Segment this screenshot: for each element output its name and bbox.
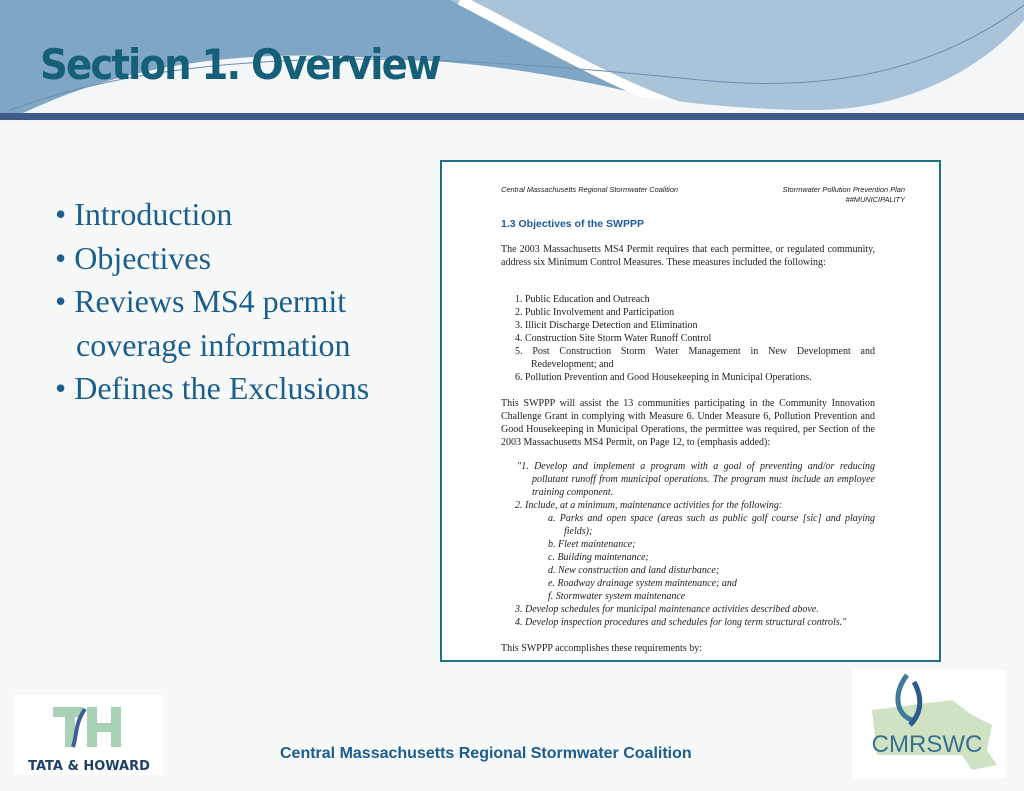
tata-howard-wordmark: TATA & HOWARD bbox=[28, 759, 150, 774]
doc-quote-item: 3. Develop schedules for municipal maintenance activities described above. bbox=[515, 604, 819, 615]
doc-paragraph: This SWPPP will assist the 13 communities participating in the Community Innovation Challenge Grant in complying with Measure 6. Under Measure 6, Pollution Prevention and Good Housekeeping in Municipal Operations, the permittee was required, per Section of the 2003 Massachusetts MS4 Permit, on Page 12, to (emphasis added): bbox=[501, 398, 875, 448]
bullet-item: • Introduction bbox=[55, 193, 405, 237]
doc-list-item: 6. Pollution Prevention and Good Housekeeping in Municipal Operations. bbox=[515, 372, 812, 383]
tata-howard-logo bbox=[15, 695, 163, 775]
doc-header-municipality: ##MUNICIPALITY bbox=[845, 194, 905, 204]
footer-text: Central Massachusetts Regional Stormwater Coalition bbox=[280, 745, 692, 762]
doc-quote-item: c. Building maintenance; bbox=[548, 552, 649, 563]
doc-list-item: 1. Public Education and Outreach bbox=[515, 294, 650, 305]
cmrswc-wordmark: CMRSWC bbox=[871, 731, 983, 758]
bullet-item: • Reviews MS4 permit coverage information bbox=[55, 280, 405, 367]
bullet-item: • Objectives bbox=[55, 237, 405, 281]
doc-quote-item: e. Roadway drainage system maintenance; and bbox=[548, 578, 737, 589]
doc-heading: 1.3 Objectives of the SWPPP bbox=[501, 218, 644, 230]
doc-quote-item: 2. Include, at a minimum, maintenance activities for the following: bbox=[515, 500, 783, 511]
doc-paragraph: The 2003 Massachusetts MS4 Permit requires that each permittee, or regulated community, address six Minimum Control Measures. These measures included the following: bbox=[501, 244, 875, 268]
doc-list-item: 2. Public Involvement and Participation bbox=[515, 307, 675, 318]
doc-paragraph: This SWPPP accomplishes these requirements by: bbox=[501, 643, 702, 654]
slide-title: Section 1. Overview bbox=[40, 40, 440, 89]
doc-quote-item: 4. Develop inspection procedures and schedules for long term structural controls." bbox=[515, 617, 847, 628]
cmrswc-mark-icon bbox=[852, 670, 1005, 778]
doc-list-item: 4. Construction Site Storm Water Runoff Control bbox=[515, 333, 712, 344]
doc-quote-item: a. Parks and open space (areas such as public golf course [sic] and playing fields); bbox=[548, 513, 875, 537]
doc-header-right bbox=[783, 185, 905, 204]
bullet-item: • Defines the Exclusions bbox=[55, 367, 405, 411]
doc-quote-item: b. Fleet maintenance; bbox=[548, 539, 636, 550]
doc-quote-item: f. Stormwater system maintenance bbox=[548, 591, 686, 602]
doc-list-item: 5. Post Construction Storm Water Management in New Development and Redevelopment; and bbox=[515, 346, 875, 370]
bullet-list bbox=[55, 193, 405, 411]
doc-header-plan: Stormwater Pollution Prevention Plan bbox=[782, 185, 905, 194]
document-screenshot bbox=[440, 160, 941, 662]
doc-list-item: 3. Illicit Discharge Detection and Elimination bbox=[515, 320, 698, 331]
th-mark-icon bbox=[15, 695, 163, 775]
cmrswc-logo bbox=[852, 670, 1005, 778]
doc-quote-item: d. New construction and land disturbance; bbox=[548, 565, 720, 576]
doc-header-left: Central Massachusetts Regional Stormwater Coalition bbox=[501, 185, 679, 194]
doc-quote-item: "1. Develop and implement a program with a goal of preventing and/or reducing pollutant runoff from municipal operations. The program must include an employee training component. bbox=[517, 461, 875, 498]
